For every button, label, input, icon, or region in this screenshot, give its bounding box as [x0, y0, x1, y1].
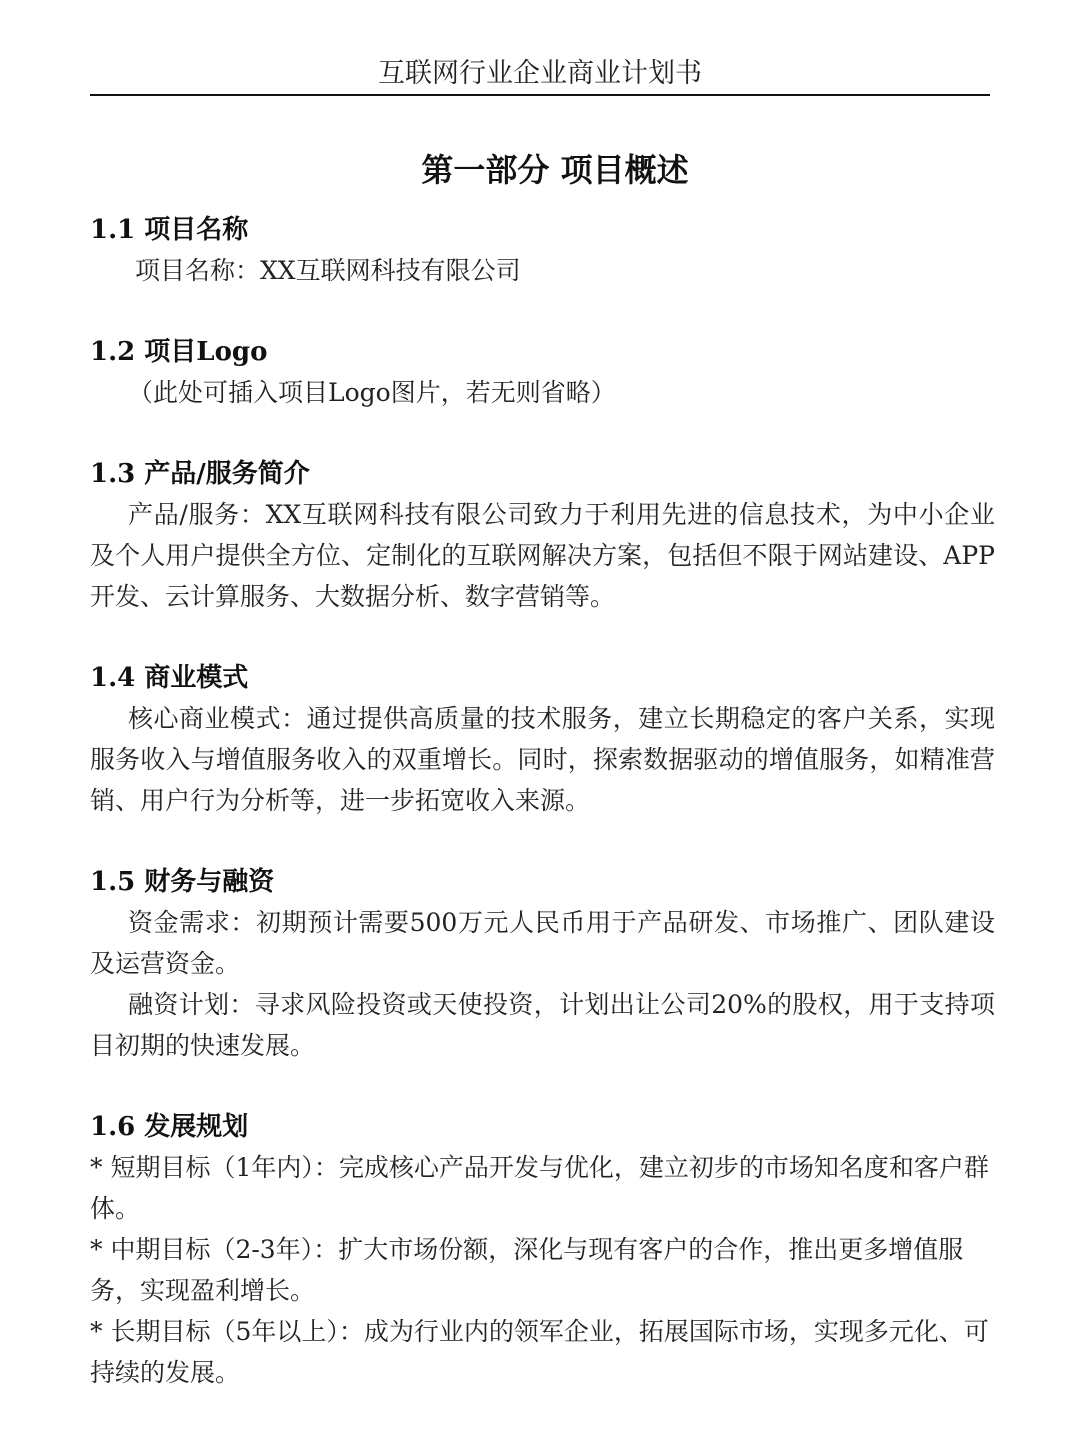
running-header-title: 互联网行业企业商业计划书 — [378, 58, 702, 89]
section-paragraph-funding-need: 资金需求：初期预计需要500万元人民币用于产品研发、市场推广、团队建设及运营资金。 — [90, 908, 995, 978]
section-paragraph: 项目名称：XX互联网科技有限公司 — [135, 256, 521, 285]
section-heading: 1.4 商业模式 — [90, 663, 249, 693]
list-item-long-term: * 长期目标（5年以上）：成为行业内的领军企业，拓展国际市场，实现多元化、可持续的发展。 — [90, 1317, 989, 1387]
section-project-name — [90, 210, 995, 291]
section-heading: 1.5 财务与融资 — [90, 867, 275, 897]
section-product-service — [90, 454, 995, 617]
spacer — [90, 291, 995, 332]
section-finance — [90, 862, 995, 1066]
part-title: 第一部分 项目概述 — [421, 151, 689, 189]
spacer — [90, 413, 995, 454]
section-paragraph: 产品/服务：XX互联网科技有限公司致力于利用先进的信息技术，为中小企业及个人用户提供全方位、定制化的互联网解决方案，包括但不限于网站建设、APP开发、云计算服务、大数据分析、数字营销等。 — [90, 500, 995, 611]
list-item-mid-term: * 中期目标（2-3年）：扩大市场份额，深化与现有客户的合作，推出更多增值服务，实现盈利增长。 — [90, 1235, 964, 1305]
list-item-short-term: * 短期目标（1年内）：完成核心产品开发与优化，建立初步的市场知名度和客户群体。 — [90, 1153, 989, 1223]
section-business-model — [90, 658, 995, 821]
spacer — [90, 1066, 995, 1107]
section-heading: 1.1 项目名称 — [90, 215, 249, 245]
section-heading: 1.3 产品/服务简介 — [90, 459, 310, 489]
section-project-logo — [90, 332, 995, 413]
section-paragraph: 核心商业模式：通过提供高质量的技术服务，建立长期稳定的客户关系，实现服务收入与增值服务收入的双重增长。同时，探索数据驱动的增值服务，如精准营销、用户行为分析等，进一步拓宽收入来源。 — [90, 704, 995, 815]
section-heading: 1.6 发展规划 — [90, 1112, 249, 1142]
section-heading: 1.2 项目Logo — [90, 337, 268, 367]
document-body — [90, 210, 995, 1393]
spacer — [90, 617, 995, 658]
section-paragraph-financing-plan: 融资计划：寻求风险投资或天使投资，计划出让公司20%的股权，用于支持项目初期的快速发展。 — [90, 990, 995, 1060]
section-paragraph: （此处可插入项目Logo图片，若无则省略） — [128, 378, 616, 407]
spacer — [90, 821, 995, 862]
section-development-plan — [90, 1107, 995, 1393]
header-divider — [90, 94, 990, 96]
